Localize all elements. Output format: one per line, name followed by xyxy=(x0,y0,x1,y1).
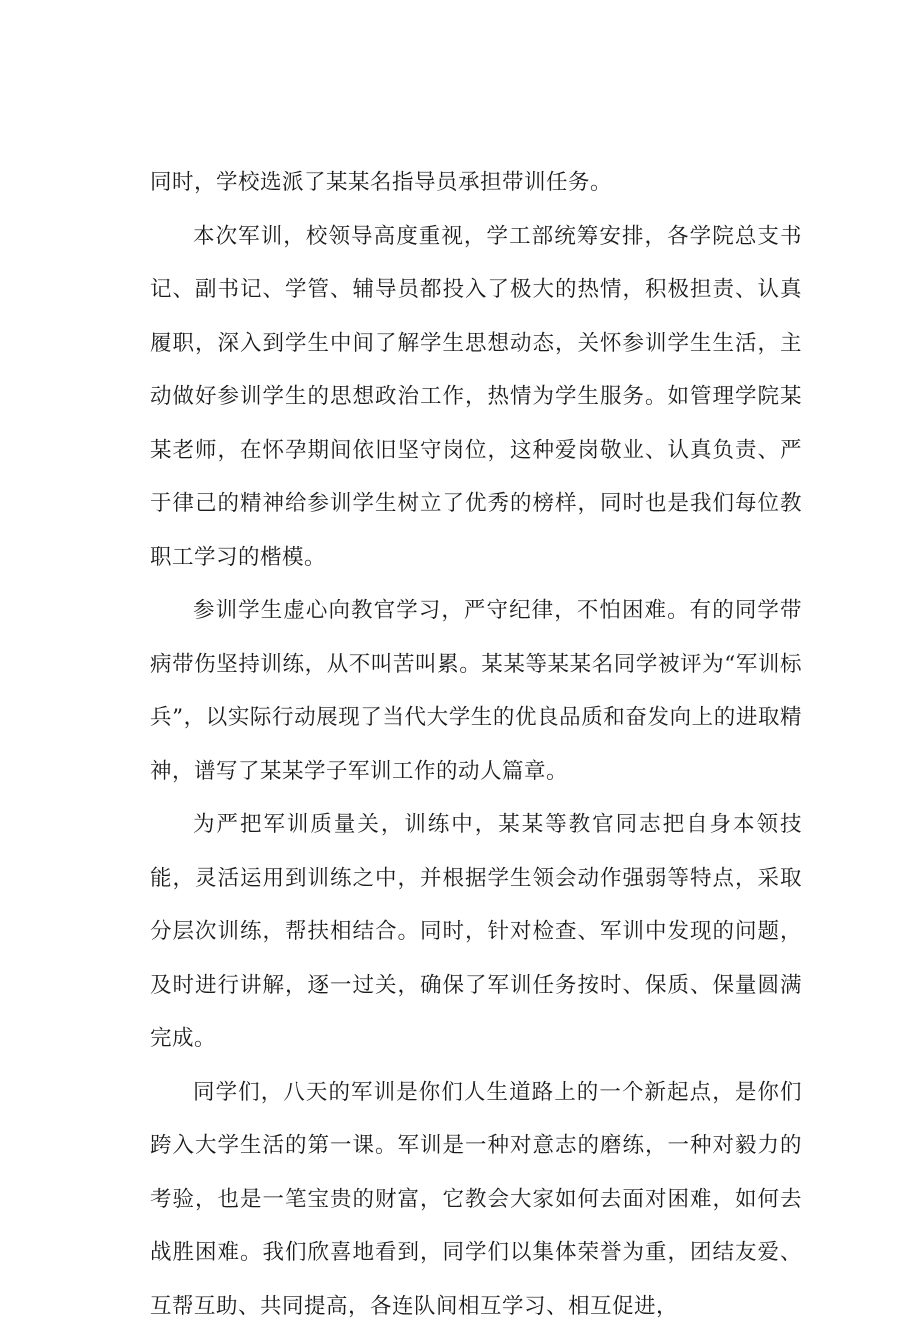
paragraph-continuation: 同时，学校选派了某某名指导员承担带训任务。 xyxy=(150,156,802,210)
paragraph: 同学们，八天的军训是你们人生道路上的一个新起点，是你们跨入大学生活的第一课。军训是一种对意志的磨练，一种对毅力的考验，也是一笔宝贵的财富，它教会大家如何去面对困难，如何去战胜困难。我们欣喜地看到，同学们以集体荣誉为重，团结友爱、互帮互助、共同提高，各连队间相互学习、相互促进， xyxy=(150,1066,802,1333)
paragraph: 参训学生虚心向教官学习，严守纪律，不怕困难。有的同学带病带伤坚持训练，从不叫苦叫累。某某等某某名同学被评为“军训标兵”，以实际行动展现了当代大学生的优良品质和奋发向上的进取精神，谱写了某某学子军训工作的动人篇章。 xyxy=(150,584,802,798)
paragraph: 为严把军训质量关，训练中，某某等教官同志把自身本领技能，灵活运用到训练之中，并根据学生领会动作强弱等特点，采取分层次训练，帮扶相结合。同时，针对检查、军训中发现的问题，及时进行讲解，逐一过关，确保了军训任务按时、保质、保量圆满完成。 xyxy=(150,798,802,1066)
paragraph: 本次军训，校领导高度重视，学工部统筹安排，各学院总支书记、副书记、学管、辅导员都投入了极大的热情，积极担责、认真履职，深入到学生中间了解学生思想动态，关怀参训学生生活，主动做好参训学生的思想政治工作，热情为学生服务。如管理学院某某老师，在怀孕期间依旧坚守岗位，这种爱岗敬业、认真负责、严于律己的精神给参训学生树立了优秀的榜样，同时也是我们每位教职工学习的楷模。 xyxy=(150,210,802,585)
document-body xyxy=(150,156,802,1333)
